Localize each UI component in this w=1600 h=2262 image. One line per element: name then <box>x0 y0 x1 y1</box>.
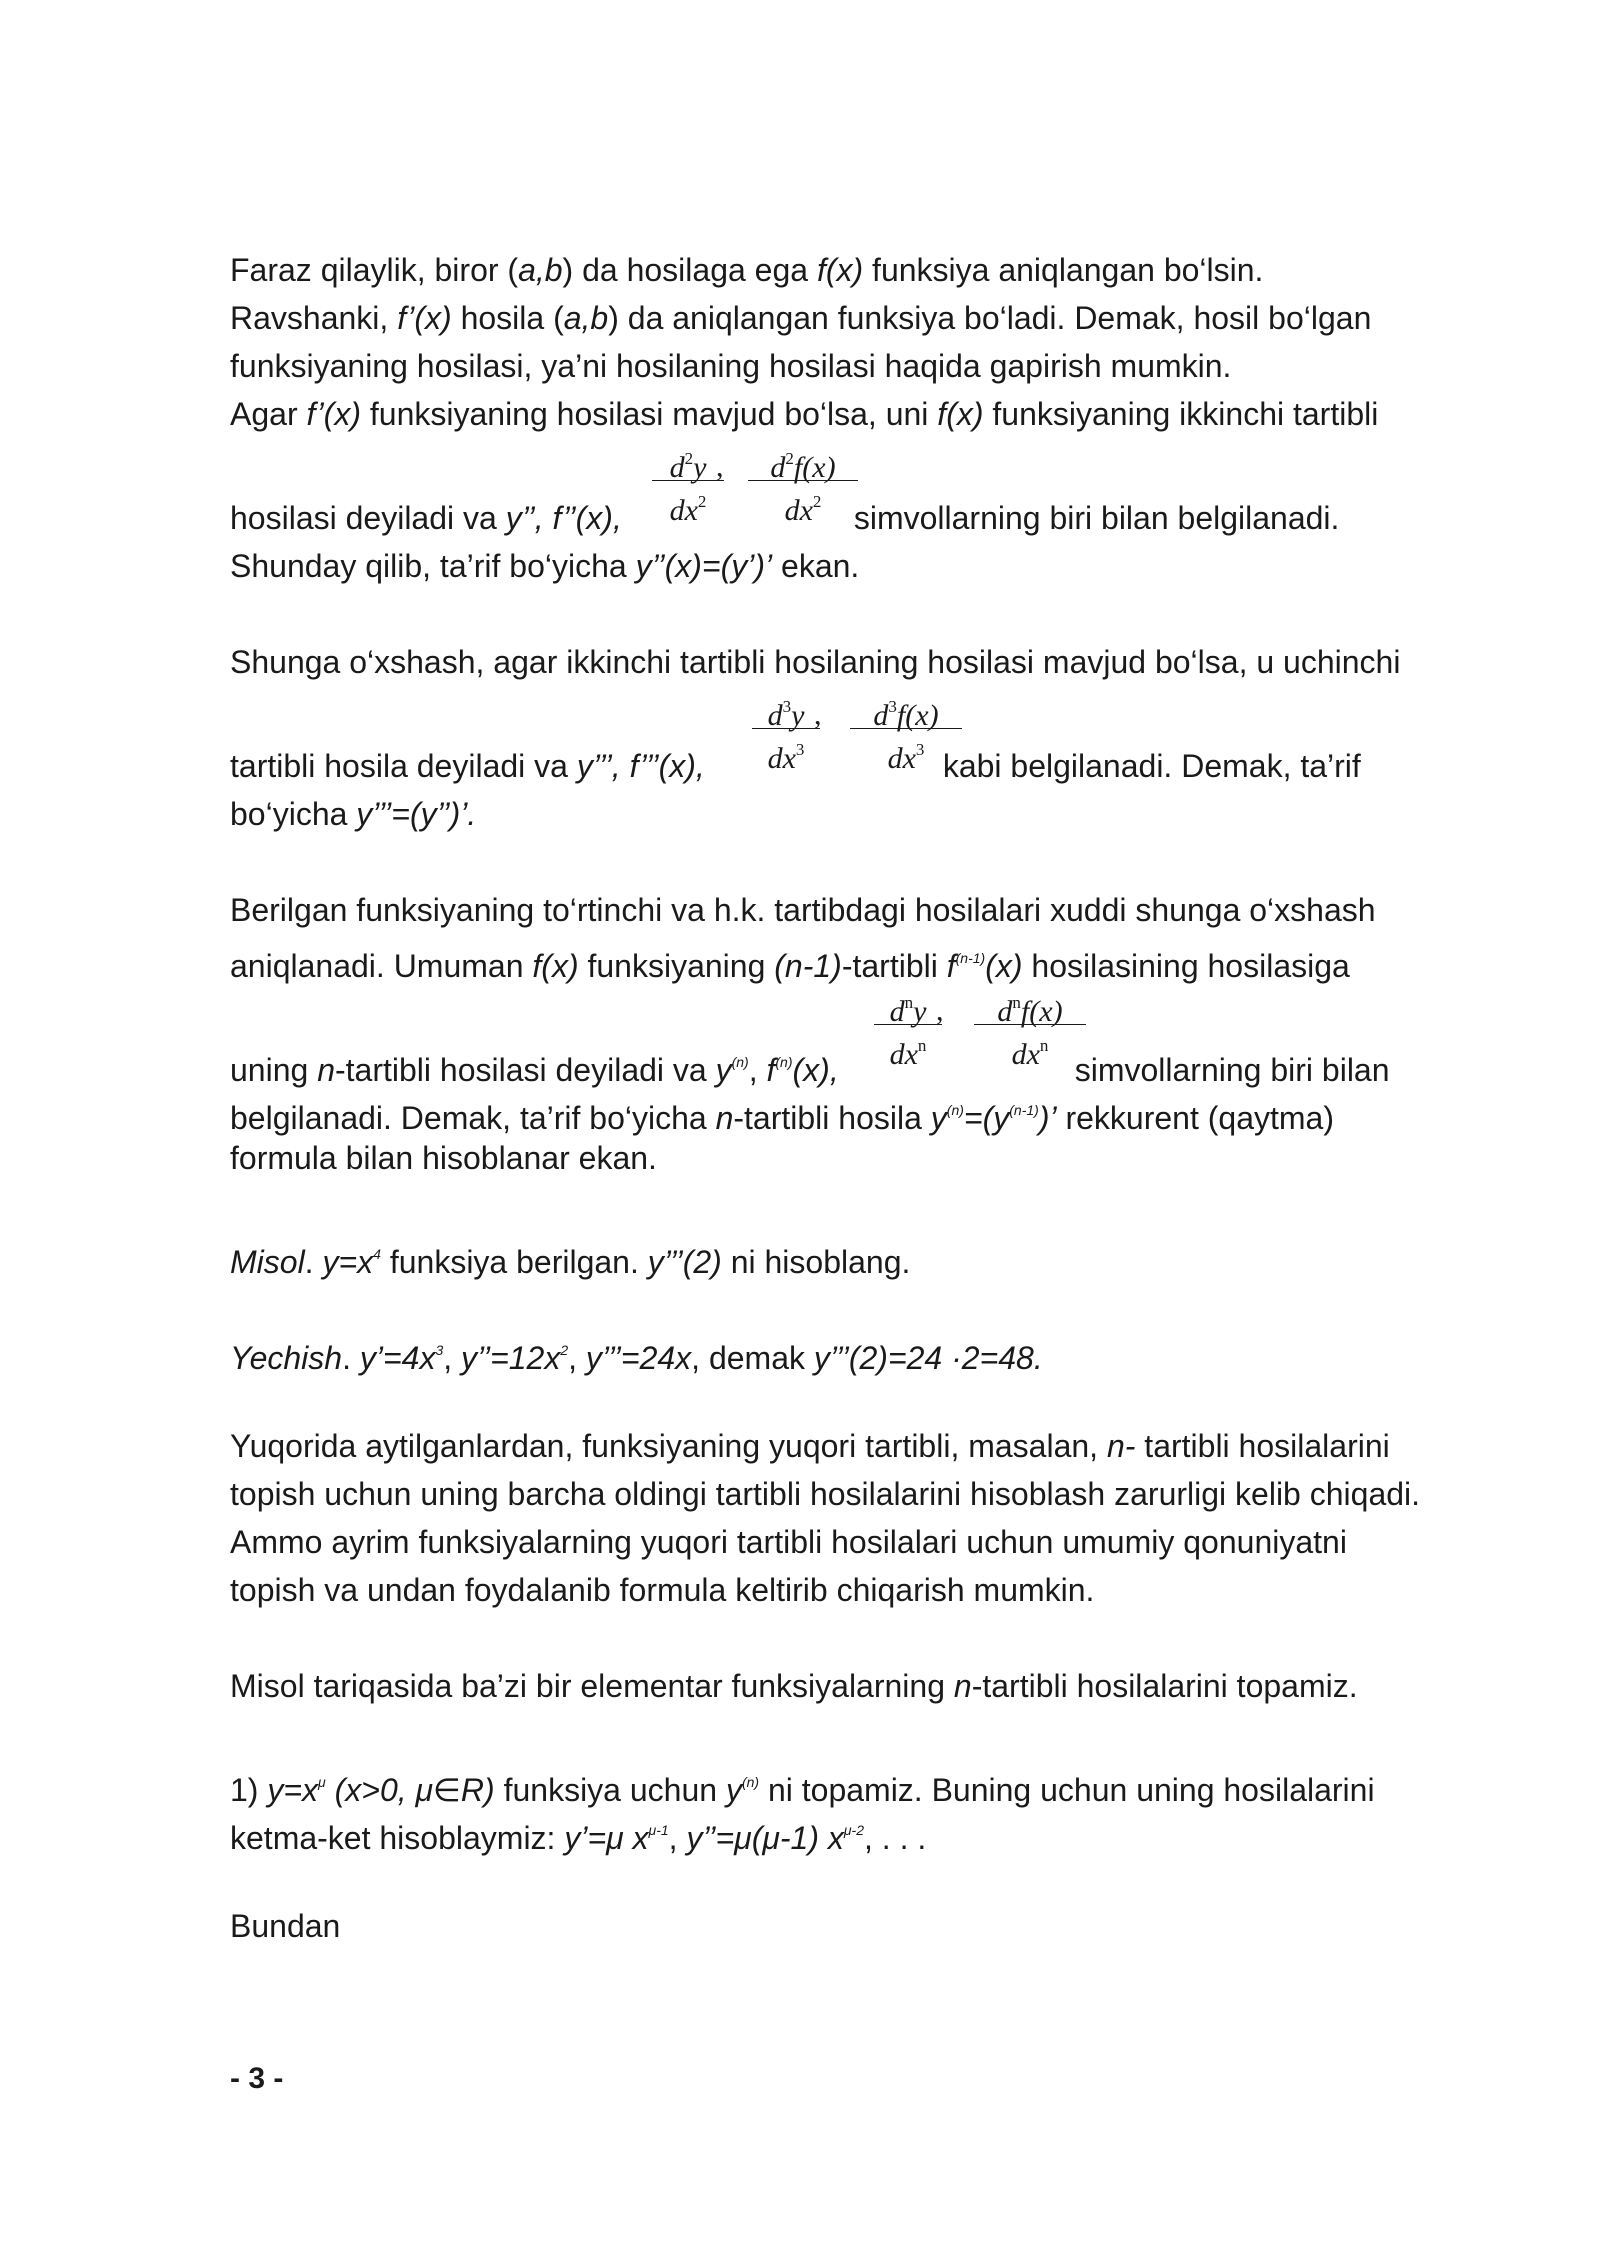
fraction-d2y-dx2: $d^2y$ $dx^2$ <box>652 438 724 523</box>
text-line: bo‘yicha y’’’=(y’’)’. <box>230 796 477 832</box>
fraction-dny-dxn: $d^ny$ $dx^n$ <box>874 982 942 1067</box>
paragraph-second-derivative <box>230 246 1530 438</box>
page-number: - 3 - <box>230 2062 284 2095</box>
text-line: formula bilan hisoblanar ekan. <box>230 1140 657 1176</box>
text-line: Ravshanki, f’(x) hosila (a,b) da aniqlangan funksiya bo‘ladi. Demak, hosil bo‘lgan <box>230 300 1372 336</box>
text-line: Misol. $y=x^4$ funksiya berilgan. y’’’(2) ni hisoblang. <box>230 1244 911 1280</box>
fraction-d2f-dx2: $d^2f(x)$ $dx^2$ <box>748 438 858 523</box>
text-line: 1) $y=x^\mu$ (x>0, μ∈R) funksiya uchun $y^{(n)}$ ni topamiz. Buning uchun uning hosilalarini <box>230 1772 1375 1808</box>
text-line: ketma-ket hisoblaymiz: y’=μ $x^{\mu-1}$, y’’=μ(μ-1) $x^{\mu-2}$, . . . <box>230 1820 927 1856</box>
fraction-d3y-dx3: $d^3y$ $dx^3$ <box>752 686 820 771</box>
paragraph-power-function <box>230 1758 1530 1854</box>
text-line: belgilanadi. Demak, ta’rif bo‘yicha n-tartibli hosila $y^{(n)}=(y^{(n-1)})$’ rekkurent (qaytma) <box>230 1100 1334 1136</box>
fraction-d3f-dx3: $d^3f(x)$ $dx^3$ <box>850 686 962 771</box>
text-line: topish va undan foydalanib formula keltirib chiqarish mumkin. <box>230 1572 1095 1608</box>
paragraph-bundan <box>230 1902 1530 1950</box>
comma: , <box>716 450 724 483</box>
paragraph-nth-derivative-cont <box>230 1038 1530 1182</box>
text-line: aniqlanadi. Umuman f(x) funksiyaning (n-1)-tartibli $f^{(n-1)}(x)$ hosilasining hosilasiga <box>230 948 1350 984</box>
text-line: tartibli hosila deyiladi va y’’’, f’’’(x), kabi belgilanadi. Demak, ta’rif <box>230 748 1361 784</box>
text-line: Berilgan funksiyaning to‘rtinchi va h.k. tartibdagi hosilalari xuddi shunga o‘xshash <box>230 892 1376 928</box>
paragraph-second-derivative-cont <box>230 494 1530 590</box>
text-line: Ammo ayrim funksiyalarning yuqori tartibli hosilalari uchun umumiy qonuniyatni <box>230 1524 1347 1560</box>
text-line: Shunga o‘xshash, agar ikkinchi tartibli hosilaning hosilasi mavjud bo‘lsa, u uchinchi <box>230 644 1401 680</box>
paragraph-nth-derivative <box>230 886 1530 982</box>
paragraph-third-derivative-cont <box>230 742 1530 838</box>
text-line: Agar f’(x) funksiyaning hosilasi mavjud bo‘lsa, uni f(x) funksiyaning ikkinchi tartibli <box>230 396 1379 432</box>
text-line: hosilasi deyiladi va y’’, f’’(x), simvollarning biri bilan belgilanadi. <box>230 500 1340 536</box>
text-line: Misol tariqasida ba’zi bir elementar funksiyalarning n-tartibli hosilalarini topamiz. <box>230 1668 1358 1704</box>
text-line: topish uchun uning barcha oldingi tartibli hosilalarini hisoblash zarurligi kelib chiqadi. <box>230 1476 1421 1512</box>
text-line: funksiyaning hosilasi, ya’ni hosilaning hosilasi haqida gapirish mumkin. <box>230 348 1232 384</box>
paragraph-examples-intro <box>230 1662 1530 1710</box>
text-line: uning n-tartibli hosilasi deyiladi va $y^{(n)}$, $f^{(n)}(x)$, simvollarning biri bilan <box>230 1052 1390 1088</box>
text-line: Faraz qilaylik, biror (a,b) da hosilaga ega f(x) funksiya aniqlangan bo‘lsin. <box>230 252 1264 288</box>
example-solution <box>230 1326 1530 1374</box>
fraction-dnf-dxn: $d^nf(x)$ $dx^n$ <box>974 982 1086 1067</box>
example-statement <box>230 1230 1530 1278</box>
text-line: Yechish. $y’=4x^3$, $y’’=12x^2$, y’’’=24x, demak y’’’(2)=24 ·2=48. <box>230 1340 1043 1376</box>
comma: , <box>814 698 822 731</box>
text-line: Shunday qilib, ta’rif bo‘yicha y’’(x)=(y’)’ ekan. <box>230 548 860 584</box>
comma: , <box>936 994 944 1027</box>
paragraph-higher-order <box>230 1422 1530 1614</box>
text-line: Yuqorida aytilganlardan, funksiyaning yuqori tartibli, masalan, n- tartibli hosilalarini <box>230 1428 1390 1464</box>
paragraph-third-derivative <box>230 638 1530 686</box>
text-line: Bundan <box>230 1908 341 1944</box>
